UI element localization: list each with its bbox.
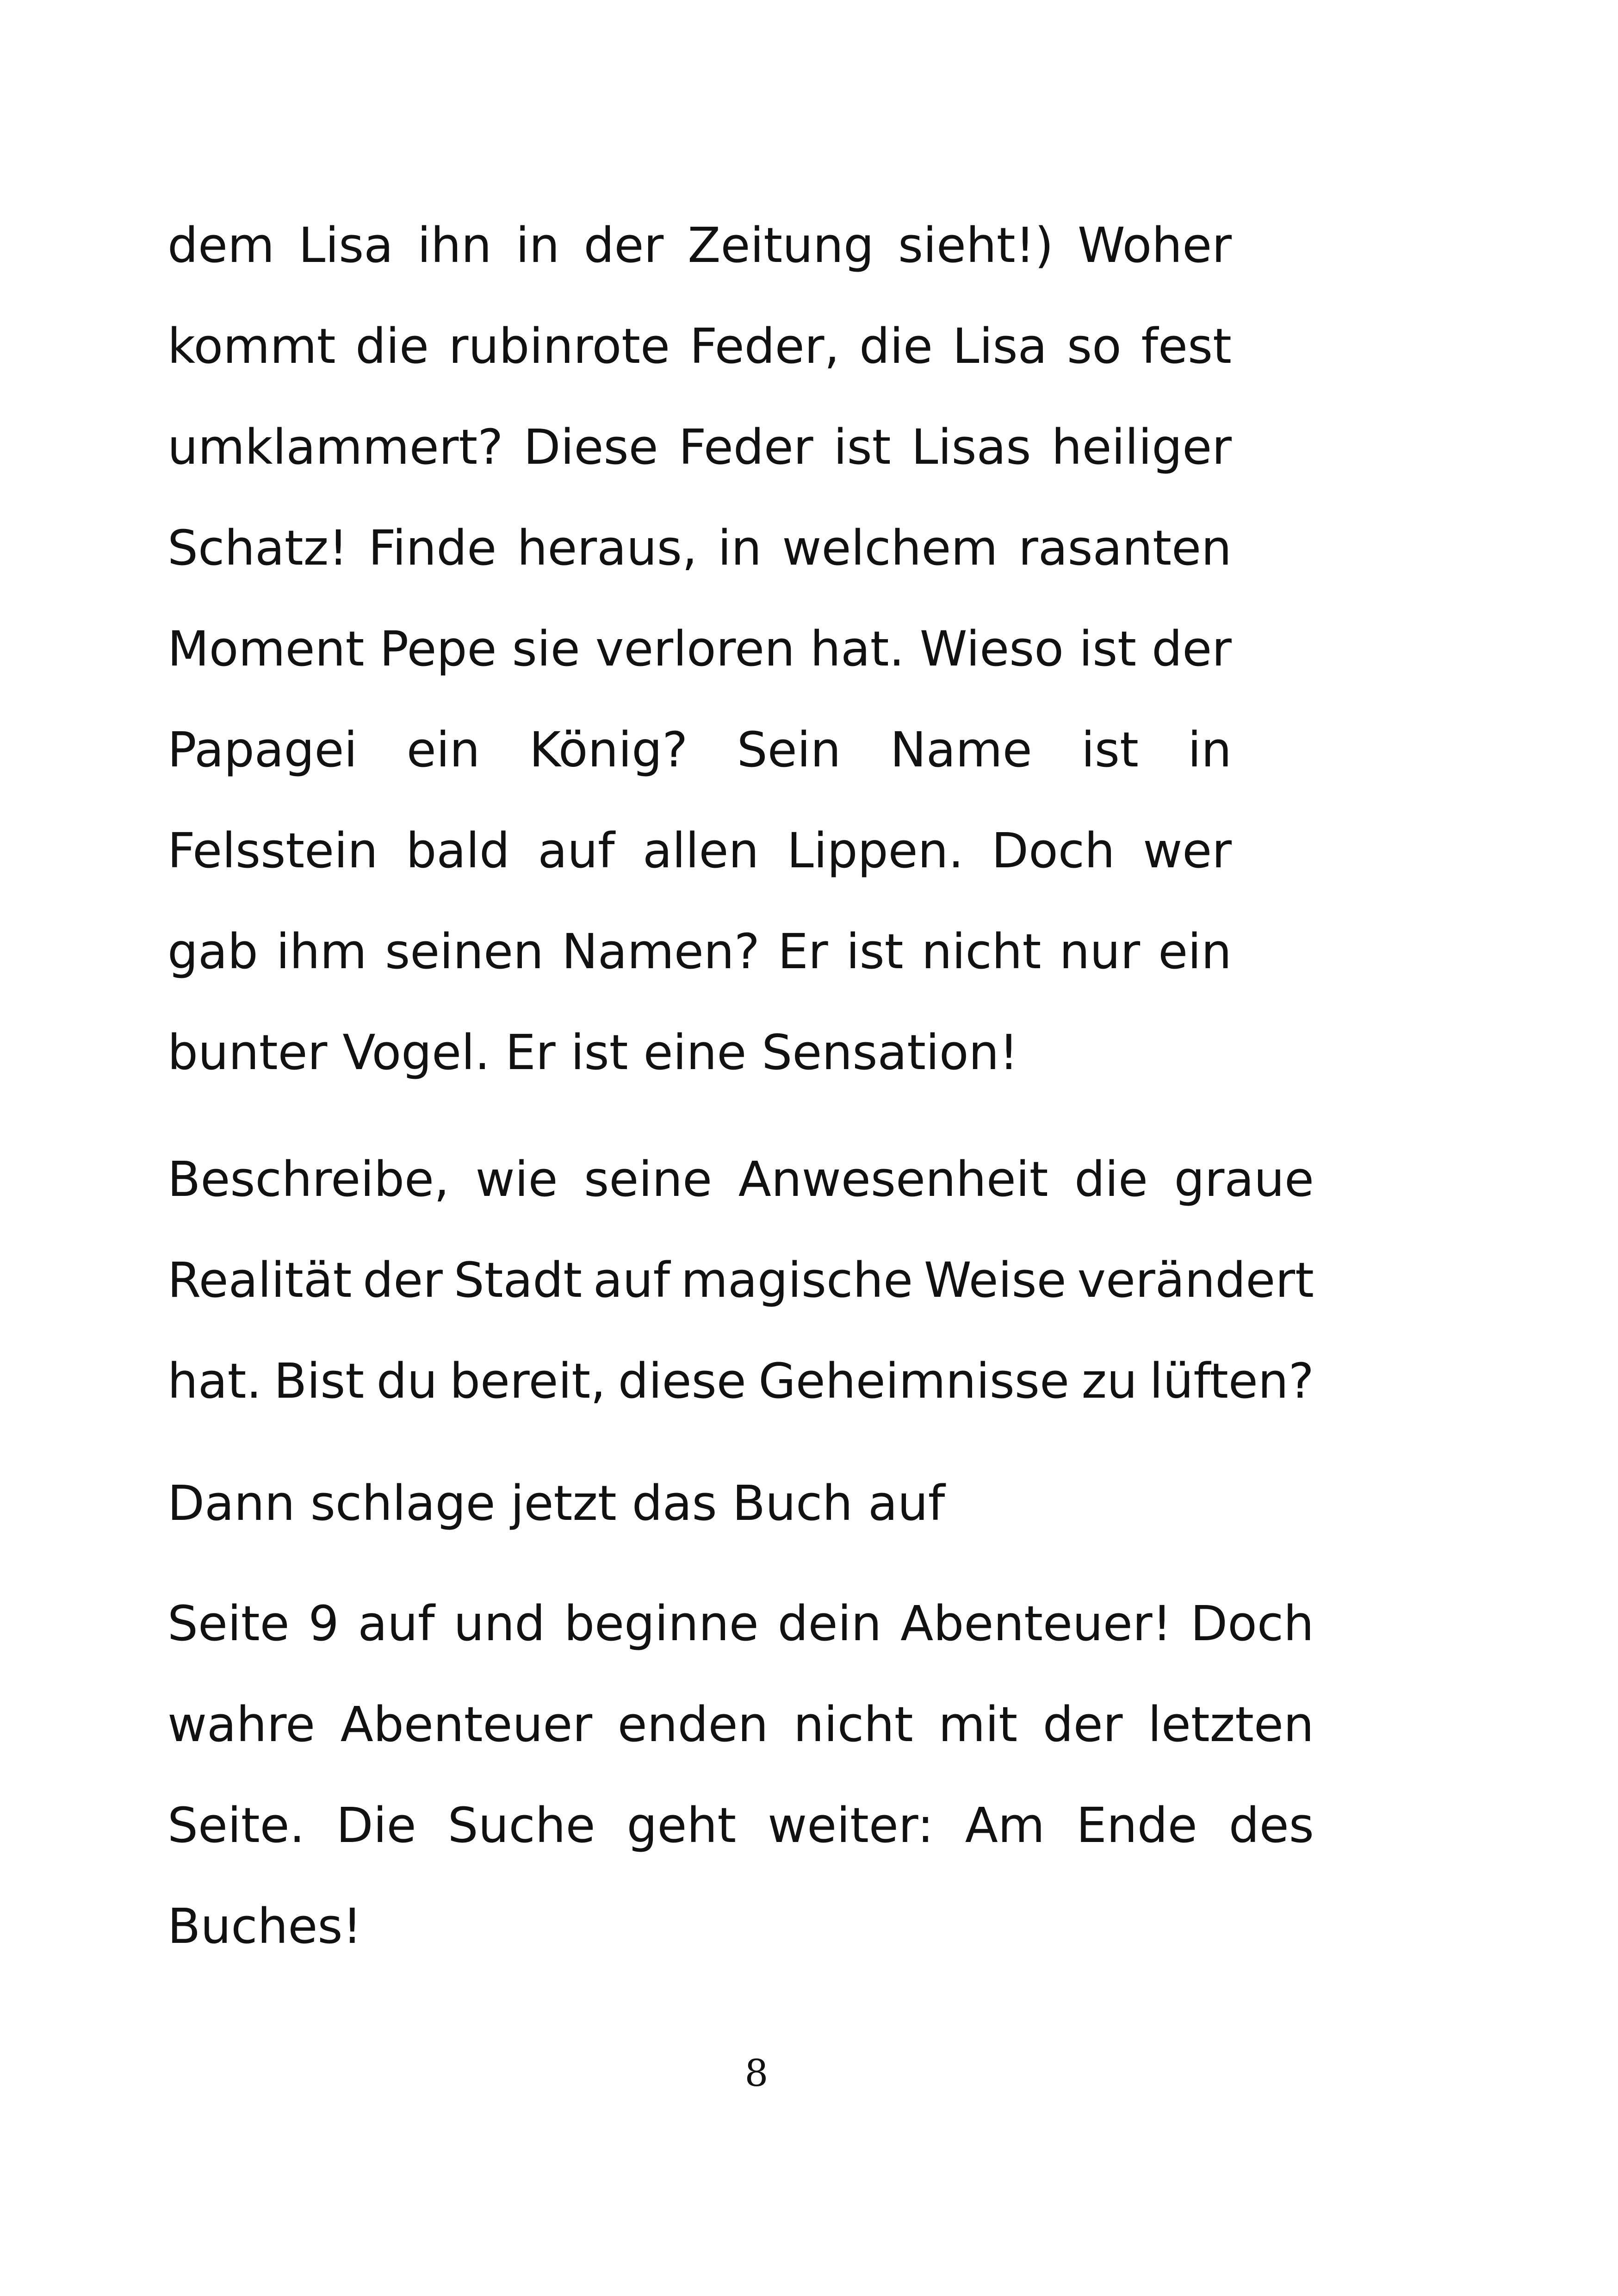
word: nur <box>1059 923 1141 980</box>
word: du <box>376 1353 438 1409</box>
word: Zeitung <box>688 217 874 274</box>
text-line <box>167 1151 1314 1207</box>
word: Seite. <box>167 1797 305 1854</box>
word: der <box>583 217 664 274</box>
text-line <box>167 621 1232 677</box>
word: Namen? <box>562 923 760 980</box>
text-line <box>167 1353 1314 1409</box>
word: der <box>1042 1696 1123 1753</box>
word: ist <box>1081 722 1139 778</box>
word: Woher <box>1077 217 1232 274</box>
word: Ende <box>1076 1797 1197 1854</box>
word: verändert <box>1077 1252 1314 1308</box>
word: geht <box>626 1797 737 1854</box>
word: 9 <box>308 1595 339 1652</box>
word: rubinrote <box>448 318 670 374</box>
word: letzten <box>1148 1696 1314 1753</box>
word: Lisa <box>952 318 1048 374</box>
word: nicht <box>794 1696 913 1753</box>
text-line <box>167 520 1232 576</box>
word: beginne <box>564 1595 759 1652</box>
word: Seite <box>167 1595 290 1652</box>
word: Schatz! <box>167 520 348 576</box>
word: lüften? <box>1149 1353 1314 1409</box>
word: sieht!) <box>898 217 1054 274</box>
word: seinen <box>385 923 544 980</box>
word: allen <box>643 822 759 879</box>
word: in <box>515 217 560 274</box>
word: Sein <box>737 722 841 778</box>
word: der <box>363 1252 443 1308</box>
word: Beschreibe, <box>167 1151 450 1207</box>
text-line <box>167 722 1232 778</box>
word: Realität <box>167 1252 352 1308</box>
word: Geheimnisse <box>758 1353 1070 1409</box>
word: Papagei <box>167 722 358 778</box>
word: verloren <box>595 621 795 677</box>
word: wahre <box>167 1696 316 1753</box>
word: ist <box>833 419 891 475</box>
word: Am <box>965 1797 1045 1854</box>
word: enden <box>617 1696 769 1753</box>
word: Anwesenheit <box>738 1151 1048 1207</box>
word: ist <box>846 923 904 980</box>
word: und <box>453 1595 546 1652</box>
word: in <box>1188 722 1232 778</box>
text-line <box>167 1696 1314 1753</box>
word: zu <box>1081 1353 1138 1409</box>
word: Bist <box>273 1353 365 1409</box>
word: fest <box>1141 318 1232 374</box>
word: die <box>355 318 429 374</box>
text-line: Dann schlage jetzt das Buch auf <box>167 1475 945 1531</box>
word: Feder <box>678 419 813 475</box>
word: Abenteuer <box>340 1696 593 1753</box>
word: in <box>718 520 762 576</box>
word: dein <box>777 1595 882 1652</box>
word: hat. <box>167 1353 262 1409</box>
word: graue <box>1174 1151 1314 1207</box>
word: Name <box>890 722 1032 778</box>
word: gab <box>167 923 258 980</box>
word: auf <box>538 822 615 879</box>
word: Wieso <box>919 621 1064 677</box>
word: Diese <box>523 419 658 475</box>
word: seine <box>584 1151 713 1207</box>
word: ihm <box>276 923 367 980</box>
word: Finde <box>368 520 497 576</box>
word: des <box>1228 1797 1314 1854</box>
word: die <box>859 318 933 374</box>
word: bald <box>406 822 510 879</box>
word: Die <box>336 1797 416 1854</box>
text-line: bunter Vogel. Er ist eine Sensation! <box>167 1024 1019 1081</box>
word: Pepe <box>379 621 497 677</box>
word: der <box>1152 621 1232 677</box>
text-line <box>167 318 1232 374</box>
text-line <box>167 1252 1314 1308</box>
text-line: Buches! <box>167 1898 362 1954</box>
text-line <box>167 1797 1314 1854</box>
word: König? <box>529 722 688 778</box>
word: auf <box>358 1595 435 1652</box>
word: Er <box>778 923 828 980</box>
word: Weise <box>924 1252 1066 1308</box>
word: heraus, <box>517 520 698 576</box>
text-line <box>167 923 1232 980</box>
word: heiliger <box>1051 419 1232 475</box>
word: diese <box>618 1353 746 1409</box>
word: Lisas <box>911 419 1031 475</box>
word: ein <box>406 722 480 778</box>
text-line <box>167 1595 1314 1652</box>
word: Feder, <box>689 318 840 374</box>
word: Doch <box>1190 1595 1314 1652</box>
word: hat. <box>810 621 905 677</box>
word: umklammert? <box>167 419 503 475</box>
word: Lippen. <box>787 822 964 879</box>
word: wer <box>1143 822 1232 879</box>
word: Suche <box>447 1797 595 1854</box>
word: Abenteuer! <box>900 1595 1172 1652</box>
word: Felsstein <box>167 822 378 879</box>
word: ihn <box>417 217 492 274</box>
word: Stadt <box>453 1252 583 1308</box>
word: Moment <box>167 621 365 677</box>
word: die <box>1074 1151 1148 1207</box>
word: welchem <box>782 520 998 576</box>
word: magische <box>681 1252 913 1308</box>
word: so <box>1066 318 1122 374</box>
word: bereit, <box>450 1353 606 1409</box>
word: kommt <box>167 318 336 374</box>
word: wie <box>475 1151 558 1207</box>
word: auf <box>593 1252 670 1308</box>
text-line <box>167 419 1232 475</box>
text-line <box>167 822 1232 879</box>
text-line <box>167 217 1232 274</box>
word: Lisa <box>298 217 394 274</box>
word: nicht <box>921 923 1041 980</box>
word: rasanten <box>1018 520 1232 576</box>
word: dem <box>167 217 275 274</box>
word: weiter: <box>768 1797 934 1854</box>
word: Doch <box>992 822 1115 879</box>
word: mit <box>938 1696 1018 1753</box>
word: ist <box>1079 621 1137 677</box>
word: ein <box>1158 923 1232 980</box>
word: sie <box>512 621 580 677</box>
page-number: 8 <box>744 2052 769 2095</box>
